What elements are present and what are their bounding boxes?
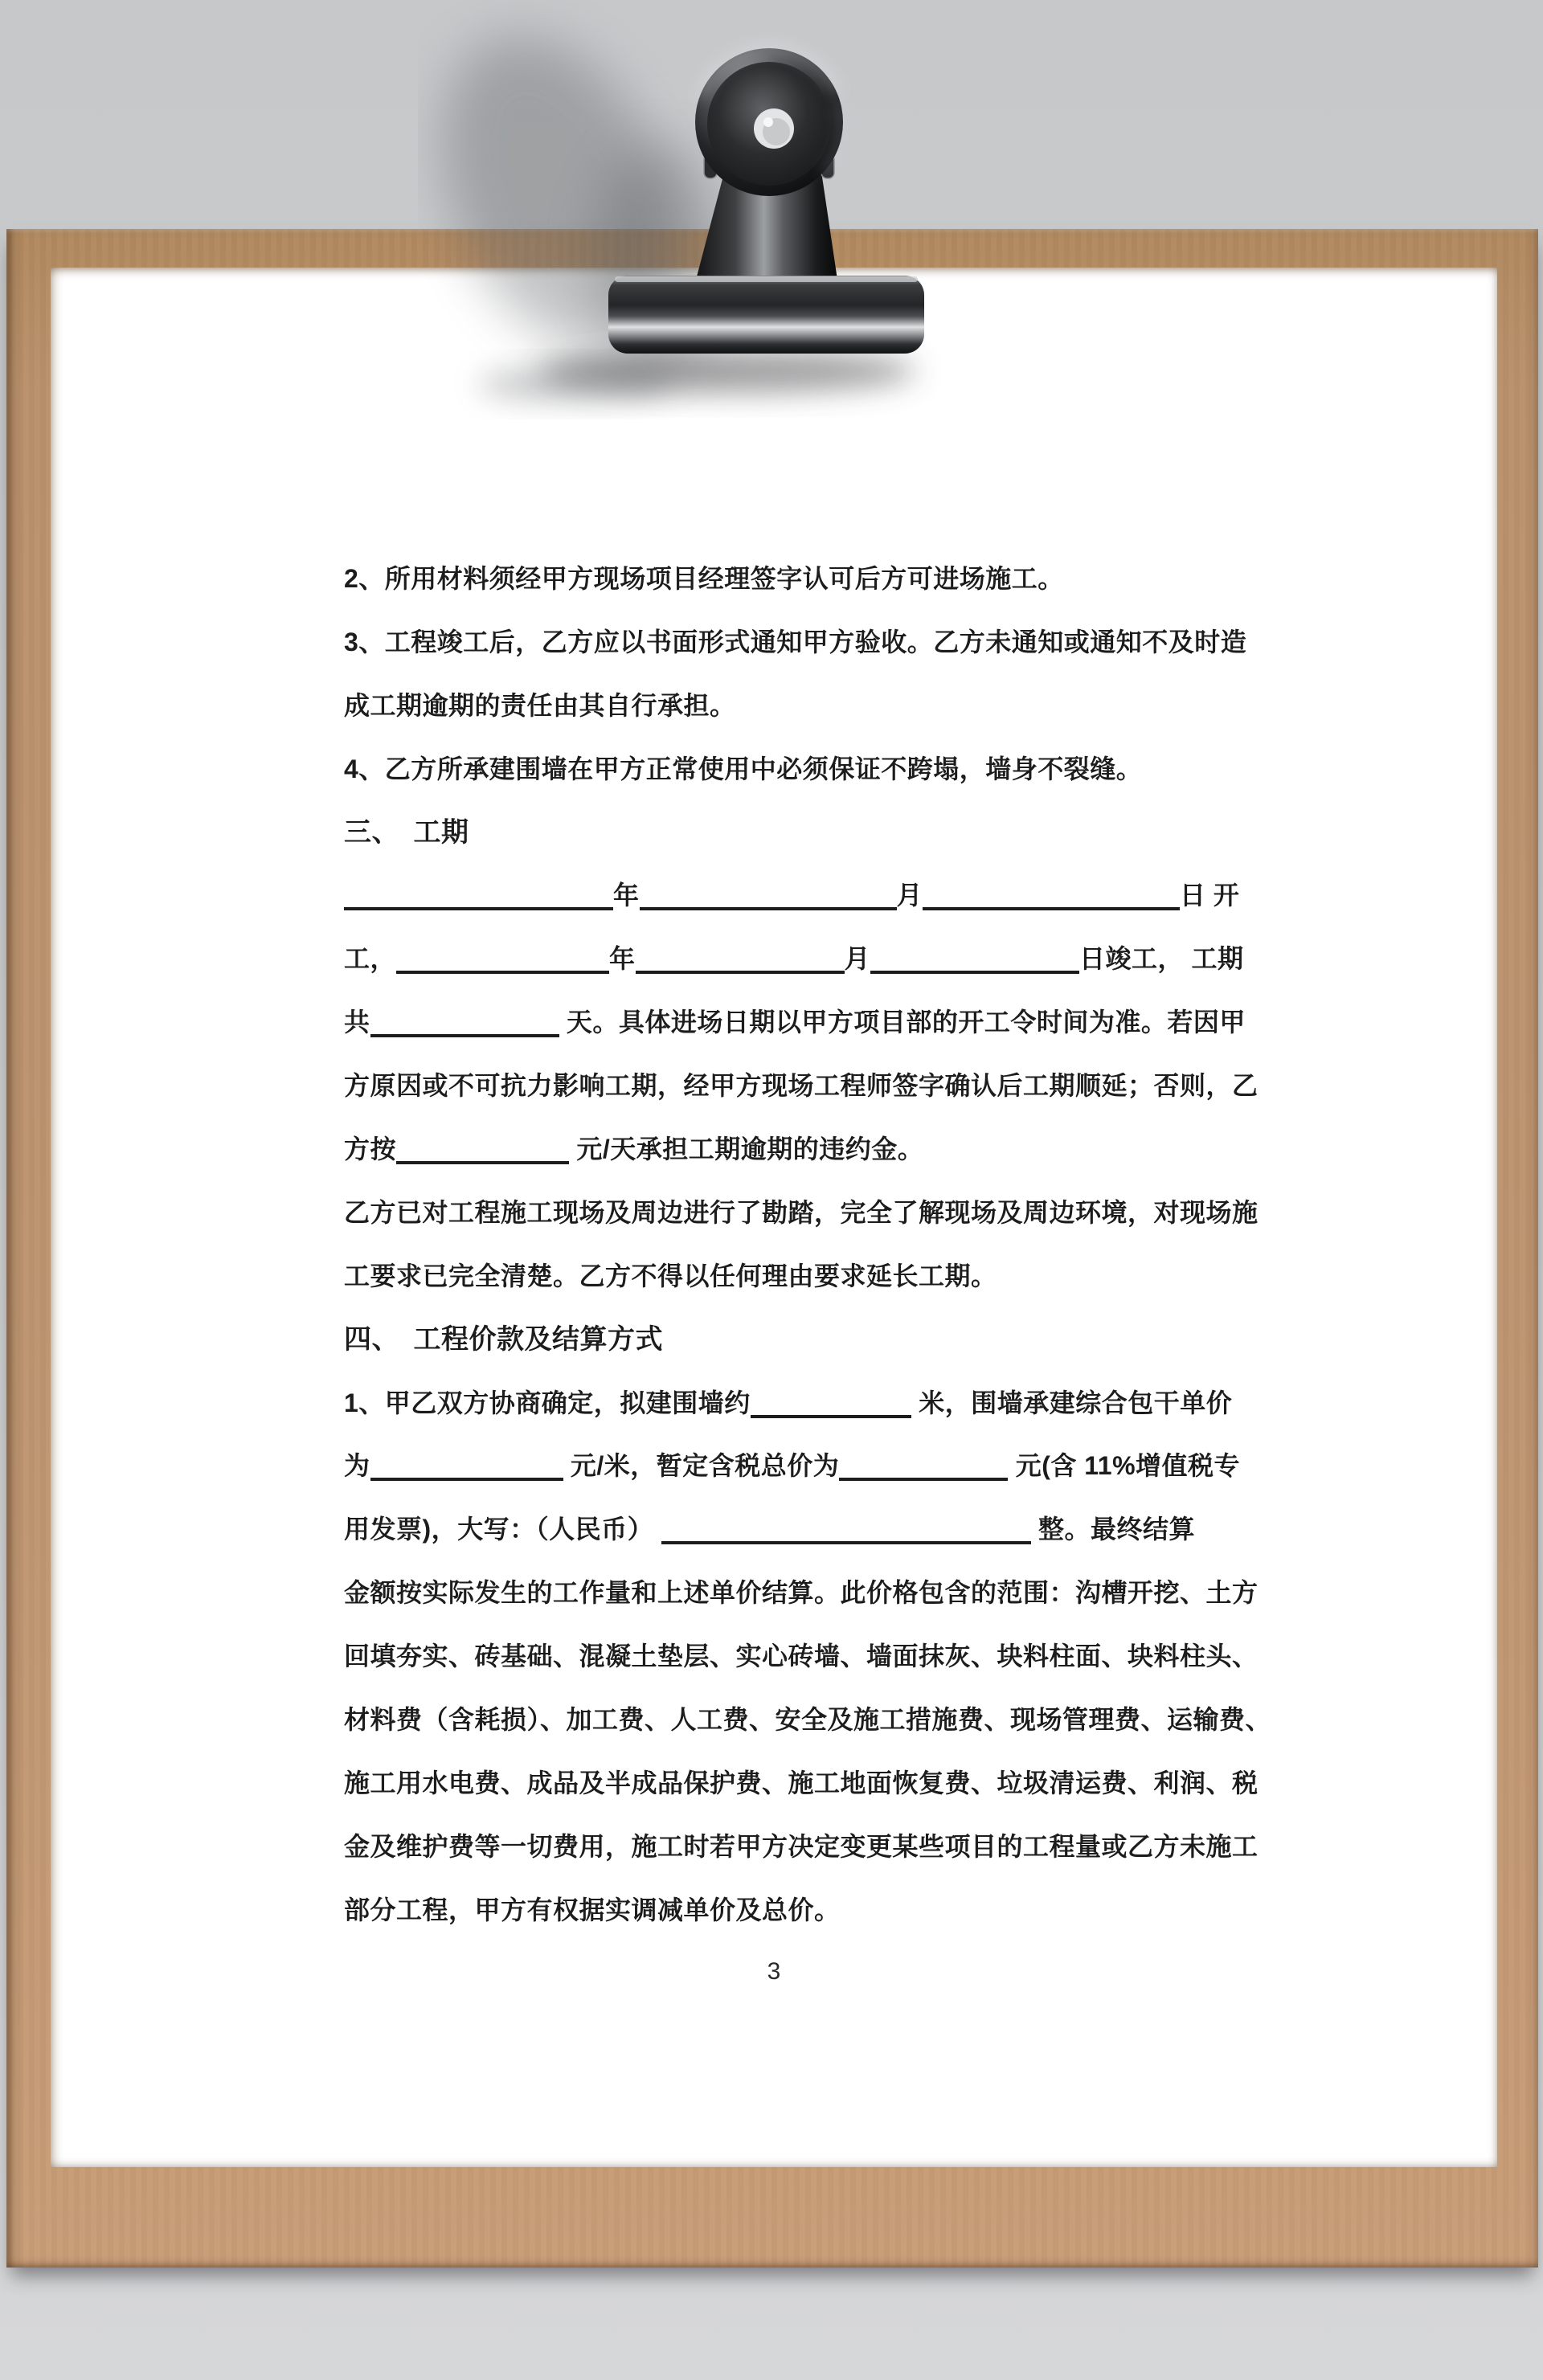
text-segment: 工要求已完全清楚。乙方不得以任何理由要求延长工期。 (344, 1261, 997, 1290)
document-line (344, 1181, 1259, 1245)
document-line (344, 1625, 1259, 1688)
document-line (344, 1372, 1256, 1435)
text-segment: 年 (609, 944, 636, 974)
contract-page (51, 268, 1497, 2167)
clip-hole-glint (763, 117, 773, 127)
text-segment: 金及维护费等一切费用，施工时若甲方决定变更某些项目的工程量或乙方未施工 (344, 1831, 1259, 1861)
text-segment: 天。具体进场日期以甲方项目部的开工令时间为准。若因甲 (559, 1008, 1246, 1037)
text-segment: 元/米，暂定含税总价为 (563, 1451, 840, 1481)
document-line (344, 1815, 1259, 1879)
fill-in-blank-line (661, 1514, 1031, 1544)
document-line (344, 738, 1256, 801)
document-line (344, 1752, 1259, 1815)
text-segment: 米，围墙承建综合包干单价 (911, 1388, 1233, 1417)
text-segment: 部分工程，甲方有权据实调减单价及总价。 (344, 1895, 841, 1924)
text-segment: 工， (344, 944, 397, 974)
text-segment: 共 (344, 1008, 370, 1037)
document-line (344, 1498, 1256, 1561)
fill-in-blank-line (640, 880, 897, 910)
clip-base-top-rim (615, 276, 918, 282)
document-lines (344, 547, 1272, 1942)
text-segment: 月 (896, 881, 923, 910)
document-line (344, 1879, 1256, 1942)
text-segment: 施工用水电费、成品及半成品保护费、施工地面恢复费、垃圾清运费、利润、税 (344, 1768, 1259, 1797)
text-segment: 方原因或不可抗力影响工期，经甲方现场工程师签字确认后工期顺延；否则，乙 (344, 1071, 1259, 1101)
fill-in-blank-line (396, 943, 609, 974)
text-segment: 元(含 11%增值税专 (1008, 1451, 1241, 1481)
text-segment: 成工期逾期的责任由其自行承担。 (344, 690, 736, 720)
page-number: 3 (767, 1958, 781, 1985)
section-heading (344, 801, 1256, 865)
fill-in-blank-line (344, 880, 613, 910)
clip-base (608, 276, 924, 354)
document-line (344, 1688, 1272, 1752)
text-segment: 2、所用材料须经甲方现场项目经理签字认可后方可进场施工。 (344, 564, 1064, 593)
text-segment: 材料费（含耗损）、加工费、人工费、安全及施工措施费、现场管理费、运输费、 (344, 1705, 1272, 1735)
document-line (344, 1434, 1256, 1498)
text-segment: 4、乙方所承建围墙在甲方正常使用中必须保证不跨塌，墙身不裂缝。 (344, 754, 1143, 783)
binder-clip (418, 0, 1061, 498)
document-line (344, 991, 1256, 1054)
document-line (344, 1561, 1259, 1625)
text-segment: 整。最终结算 (1030, 1515, 1195, 1544)
fill-in-blank-line (370, 1007, 559, 1037)
text-segment: 月 (844, 944, 871, 974)
text-segment: 日竣工， 工期 (1079, 944, 1244, 974)
fill-in-blank-line (396, 1134, 569, 1164)
text-segment: 1、甲乙双方协商确定，拟建围墙约 (344, 1388, 751, 1417)
text-segment: 三、 工期 (344, 816, 469, 848)
text-segment: 为 (344, 1451, 370, 1481)
section-heading (344, 1308, 1256, 1372)
document-line (344, 611, 1256, 674)
document-line (344, 1245, 1256, 1308)
text-segment: 元/天承担工期逾期的违约金。 (569, 1135, 924, 1164)
fill-in-blank-line (839, 1450, 1008, 1481)
fill-in-blank-line (751, 1388, 911, 1418)
document-line (344, 1118, 1256, 1181)
document-line (344, 864, 1256, 927)
text-segment: 用发票)，大写：（人民币） (344, 1515, 661, 1544)
text-segment: 年 (613, 881, 640, 910)
fill-in-blank-line (636, 943, 845, 974)
text-segment: 方按 (344, 1135, 397, 1164)
fill-in-blank-line (370, 1450, 563, 1481)
clipboard-board (6, 229, 1538, 2268)
document-line (344, 547, 1256, 611)
text-segment: 日 开 (1180, 881, 1240, 910)
document-line (344, 927, 1256, 991)
document-line (344, 674, 1256, 738)
fill-in-blank-line (870, 943, 1079, 974)
text-segment: 3、工程竣工后，乙方应以书面形式通知甲方验收。乙方未通知或通知不及时造 (344, 627, 1247, 656)
text-segment: 金额按实际发生的工作量和上述单价结算。此价格包含的范围：沟槽开挖、土方 (344, 1578, 1259, 1608)
document-line (344, 1054, 1259, 1118)
text-segment: 回填夯实、砖基础、混凝土垫层、实心砖墙、墙面抹灰、块料柱面、块料柱头、 (344, 1642, 1259, 1671)
text-segment: 四、 工程价款及结算方式 (344, 1323, 663, 1355)
text-segment: 乙方已对工程施工现场及周边进行了勘踏，完全了解现场及周边环境，对现场施 (344, 1197, 1259, 1227)
fill-in-blank-line (923, 880, 1180, 910)
